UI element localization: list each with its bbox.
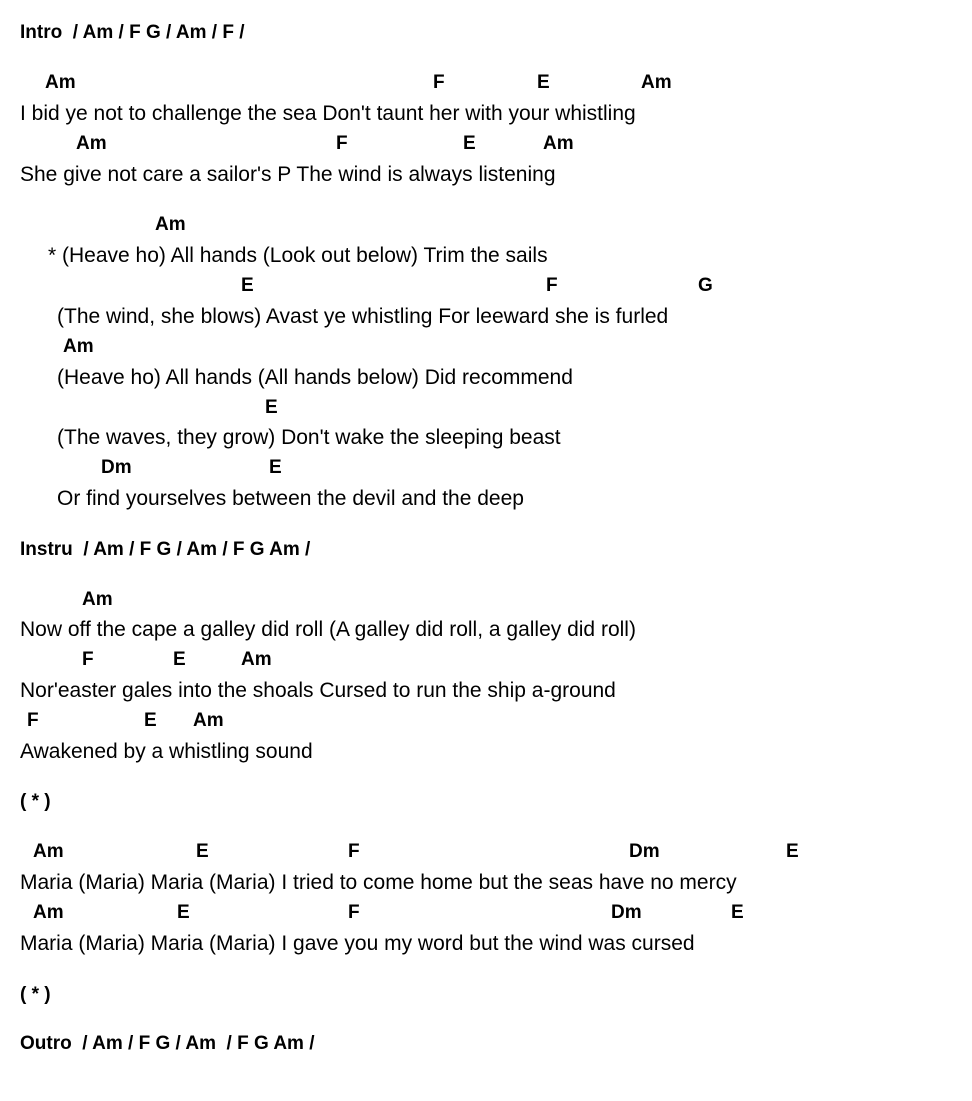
chord: Dm	[629, 841, 660, 862]
chord: E	[463, 133, 476, 154]
lyric-line: (Heave ho) All hands (All hands below) Did recommend	[57, 366, 573, 389]
outro-line: Outro / Am / F G / Am / F G Am /	[20, 1033, 315, 1054]
lyric-line: She give not care a sailor's P The wind is always listening	[20, 163, 556, 186]
chord: Am	[76, 133, 107, 154]
lyric-line: Nor'easter gales into the shoals Cursed to run the ship a-ground	[20, 679, 616, 702]
chord: Am	[33, 841, 64, 862]
chord: F	[336, 133, 348, 154]
lyric-line: * (Heave ho) All hands (Look out below) Trim the sails	[48, 244, 548, 267]
chord: F	[82, 649, 94, 670]
chord: F	[348, 902, 360, 923]
chord: Am	[155, 214, 186, 235]
chord: F	[546, 275, 558, 296]
intro-line: Intro / Am / F G / Am / F /	[20, 22, 245, 43]
lyric-line: I bid ye not to challenge the sea Don't taunt her with your whistling	[20, 102, 636, 125]
chord: G	[698, 275, 713, 296]
instru-line: Instru / Am / F G / Am / F G Am /	[20, 539, 311, 560]
chord: Am	[63, 336, 94, 357]
chord: E	[731, 902, 744, 923]
chord: E	[144, 710, 157, 731]
chord: E	[537, 72, 550, 93]
lyric-line: Maria (Maria) Maria (Maria) I gave you my word but the wind was cursed	[20, 932, 695, 955]
chord: Am	[45, 72, 76, 93]
chord: Am	[543, 133, 574, 154]
lyric-line: Awakened by a whistling sound	[20, 740, 313, 763]
chord: F	[348, 841, 360, 862]
chord: E	[173, 649, 186, 670]
chorus-reference: ( * )	[20, 791, 51, 812]
chord: E	[241, 275, 254, 296]
chord: Dm	[611, 902, 642, 923]
chord: Am	[641, 72, 672, 93]
chord: Dm	[101, 457, 132, 478]
lyric-line: Maria (Maria) Maria (Maria) I tried to come home but the seas have no mercy	[20, 871, 737, 894]
chord: E	[786, 841, 799, 862]
chord: E	[265, 397, 278, 418]
chorus-reference: ( * )	[20, 984, 51, 1005]
chord: Am	[241, 649, 272, 670]
lyric-line: Now off the cape a galley did roll (A galley did roll, a galley did roll)	[20, 618, 636, 641]
lyric-line: (The waves, they grow) Don't wake the sleeping beast	[57, 426, 561, 449]
chord: E	[196, 841, 209, 862]
chord: F	[433, 72, 445, 93]
chord: F	[27, 710, 39, 731]
chord: Am	[193, 710, 224, 731]
chord: E	[269, 457, 282, 478]
lyric-line: (The wind, she blows) Avast ye whistling For leeward she is furled	[57, 305, 669, 328]
lyric-line: Or find yourselves between the devil and the deep	[57, 487, 524, 510]
chord: Am	[82, 589, 113, 610]
chord: E	[177, 902, 190, 923]
chord: Am	[33, 902, 64, 923]
